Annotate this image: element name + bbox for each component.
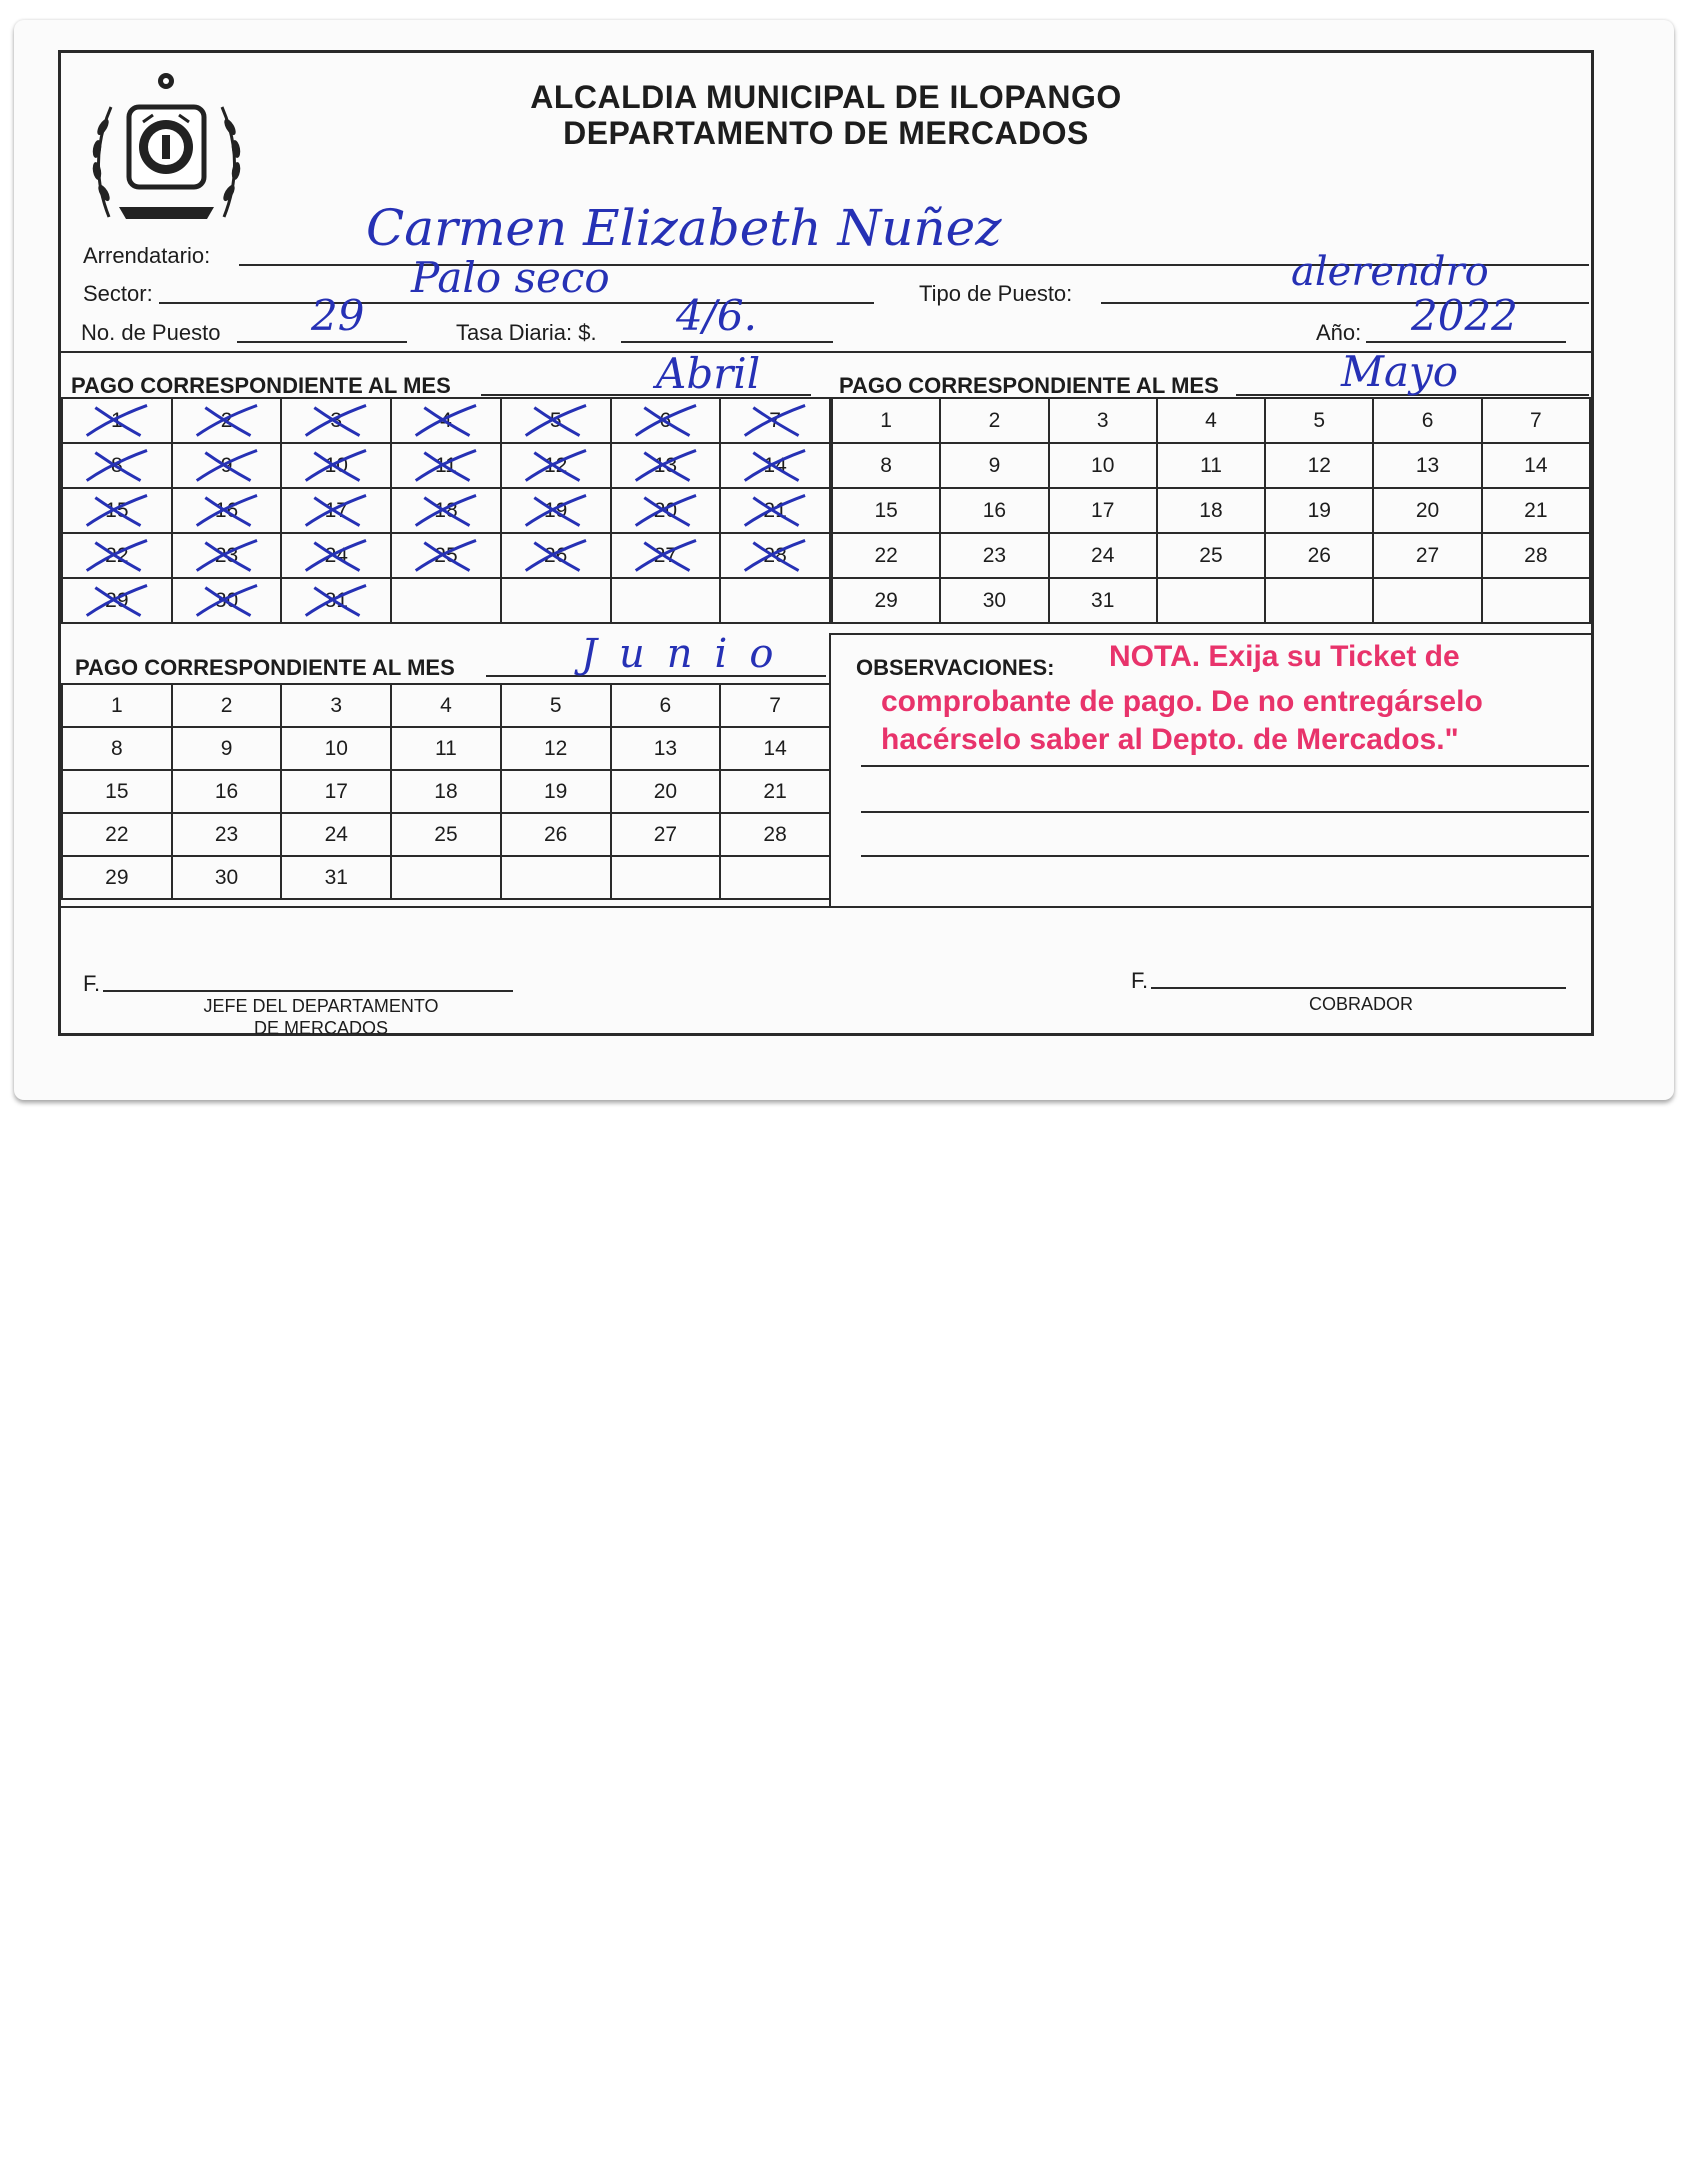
month1-day-11[interactable]: 11 [391,443,501,488]
paid-check-mark-icon [63,444,171,487]
arrendatario-label: Arrendatario: [83,243,211,268]
month3-day-31[interactable]: 31 [281,856,391,899]
obs-line-3 [861,855,1589,857]
paid-check-mark-icon [282,579,390,622]
month1-day-8[interactable]: 8 [62,443,172,488]
month3-day-20[interactable]: 20 [611,770,721,813]
month1-day-20[interactable]: 20 [611,488,721,533]
paid-check-mark-icon [173,579,281,622]
month3-day-8[interactable]: 8 [62,727,172,770]
month2-day-18[interactable]: 18 [1157,488,1265,533]
month2-empty-cell [1265,578,1373,623]
paid-check-mark-icon [721,489,829,532]
month3-day-14[interactable]: 14 [720,727,830,770]
puesto-label: No. de Puesto [81,320,221,345]
month1-label: PAGO CORRESPONDIENTE AL MES [71,373,451,398]
month1-day-7[interactable]: 7 [720,398,830,443]
month2-day-6[interactable]: 6 [1373,398,1481,443]
month2-day-15[interactable]: 15 [832,488,940,533]
month3-empty-cell [720,856,830,899]
month3-day-21[interactable]: 21 [720,770,830,813]
month3-day-6[interactable]: 6 [611,684,721,727]
month3-day-29[interactable]: 29 [62,856,172,899]
month3-day-17[interactable]: 17 [281,770,391,813]
month1-day-10[interactable]: 10 [281,443,391,488]
month1-day-29[interactable]: 29 [62,578,172,623]
month3-name[interactable]: Junio [581,631,796,677]
month3-row [62,856,830,899]
month3-row [62,813,830,856]
title-line-1: ALCALDIA MUNICIPAL DE ILOPANGO [530,79,1122,115]
month1-day-6[interactable]: 6 [611,398,721,443]
footer-rule [61,906,1591,908]
month3-empty-cell [611,856,721,899]
obs-divider [829,633,831,908]
anio-value[interactable]: 2022 [1411,291,1518,340]
month1-row [62,443,830,488]
month3-empty-cell [501,856,611,899]
month3-day-26[interactable]: 26 [501,813,611,856]
month1-day-2[interactable]: 2 [172,398,282,443]
month3-day-10[interactable]: 10 [281,727,391,770]
tipo-puesto-label: Tipo de Puesto: [919,281,1073,306]
month3-day-25[interactable]: 25 [391,813,501,856]
month3-row [62,684,830,727]
month1-day-17[interactable]: 17 [281,488,391,533]
month3-day-4[interactable]: 4 [391,684,501,727]
paid-check-mark-icon [282,534,390,577]
month2-day-14[interactable]: 14 [1482,443,1590,488]
obs-line-1 [861,765,1589,767]
paid-check-mark-icon [612,489,720,532]
month2-day-27[interactable]: 27 [1373,533,1481,578]
month1-day-15[interactable]: 15 [62,488,172,533]
month3-label: PAGO CORRESPONDIENTE AL MES [75,655,455,680]
firma-jefe-label: F. [83,971,101,996]
nota-line-3: hacérselo saber al Depto. de Mercados." [881,723,1459,756]
month2-day-16[interactable]: 16 [940,488,1048,533]
sector-label: Sector: [83,281,153,306]
month2-day-20[interactable]: 20 [1373,488,1481,533]
paid-check-mark-icon [392,489,500,532]
month1-day-24[interactable]: 24 [281,533,391,578]
month1-day-14[interactable]: 14 [720,443,830,488]
month3-empty-cell [391,856,501,899]
month2-day-12[interactable]: 12 [1265,443,1373,488]
form-frame [58,50,1594,1036]
month2-row [832,488,1590,533]
paid-check-mark-icon [282,399,390,442]
tasa-line [621,341,833,343]
sector-line [159,302,874,304]
month3-day-28[interactable]: 28 [720,813,830,856]
nota-line-2: comprobante de pago. De no entregárselo [881,685,1483,718]
month2-day-10[interactable]: 10 [1049,443,1157,488]
month2-day-grid [831,397,1591,624]
month2-row [832,578,1590,623]
jefe-caption [141,995,501,1039]
month2-day-29[interactable]: 29 [832,578,940,623]
month2-day-4[interactable]: 4 [1157,398,1265,443]
month2-day-25[interactable]: 25 [1157,533,1265,578]
sector-value[interactable]: Palo seco [411,253,610,302]
month2-day-24[interactable]: 24 [1049,533,1157,578]
firma-cobrador-label: F. [1131,968,1149,993]
month3-day-24[interactable]: 24 [281,813,391,856]
paid-check-mark-icon [721,444,829,487]
anio-line [1366,341,1566,343]
jefe-caption-line-1: JEFE DEL DEPARTAMENTO [203,996,439,1016]
month1-day-22[interactable]: 22 [62,533,172,578]
title-line-2: DEPARTAMENTO DE MERCADOS [563,115,1089,151]
month1-day-grid [61,397,831,624]
observaciones-label: OBSERVACIONES: [856,655,1055,680]
month2-day-2[interactable]: 2 [940,398,1048,443]
month3-day-13[interactable]: 13 [611,727,721,770]
tasa-value[interactable]: 4/6. [676,291,757,340]
paid-check-mark-icon [392,444,500,487]
paid-check-mark-icon [63,399,171,442]
firma-jefe-line[interactable] [103,990,513,992]
puesto-value[interactable]: 29 [311,291,365,340]
month3-day-11[interactable]: 11 [391,727,501,770]
month1-row [62,398,830,443]
jefe-caption-line-2: DE MERCADOS [253,1018,388,1038]
tipo-puesto-value[interactable]: alerendro [1291,249,1489,295]
month3-day-12[interactable]: 12 [501,727,611,770]
paid-check-mark-icon [173,489,281,532]
month3-day-9[interactable]: 9 [172,727,282,770]
month1-day-27[interactable]: 27 [611,533,721,578]
month1-row [62,533,830,578]
month3-day-grid [61,683,831,900]
month3-day-1[interactable]: 1 [62,684,172,727]
month1-day-9[interactable]: 9 [172,443,282,488]
paid-check-mark-icon [173,399,281,442]
paid-check-mark-icon [502,399,610,442]
month2-empty-cell [1482,578,1590,623]
month1-day-28[interactable]: 28 [720,533,830,578]
month2-day-19[interactable]: 19 [1265,488,1373,533]
paid-check-mark-icon [173,444,281,487]
month2-day-7[interactable]: 7 [1482,398,1590,443]
month1-day-31[interactable]: 31 [281,578,391,623]
paid-check-mark-icon [173,534,281,577]
month1-empty-cell [611,578,721,623]
month2-empty-cell [1373,578,1481,623]
cobrador-caption: COBRADOR [1308,994,1413,1014]
month1-day-30[interactable]: 30 [172,578,282,623]
month2-day-13[interactable]: 13 [1373,443,1481,488]
month1-day-4[interactable]: 4 [391,398,501,443]
paid-check-mark-icon [721,399,829,442]
month3-day-22[interactable]: 22 [62,813,172,856]
month3-day-3[interactable]: 3 [281,684,391,727]
arrendatario-value[interactable]: Carmen Elizabeth Nuñez [366,199,1002,257]
month2-day-5[interactable]: 5 [1265,398,1373,443]
month1-line [481,394,811,396]
month1-day-26[interactable]: 26 [501,533,611,578]
month2-row [832,398,1590,443]
month2-day-21[interactable]: 21 [1482,488,1590,533]
nota-line-1: NOTA. Exija su Ticket de [1109,640,1460,673]
puesto-line [237,341,407,343]
month3-day-18[interactable]: 18 [391,770,501,813]
month1-day-3[interactable]: 3 [281,398,391,443]
month2-day-1[interactable]: 1 [832,398,940,443]
obs-line-2 [861,811,1589,813]
month3-day-27[interactable]: 27 [611,813,721,856]
month2-day-23[interactable]: 23 [940,533,1048,578]
month1-day-21[interactable]: 21 [720,488,830,533]
month2-day-31[interactable]: 31 [1049,578,1157,623]
tasa-label: Tasa Diaria: $. [456,320,597,345]
paid-check-mark-icon [502,489,610,532]
month1-day-16[interactable]: 16 [172,488,282,533]
month2-day-9[interactable]: 9 [940,443,1048,488]
month1-day-18[interactable]: 18 [391,488,501,533]
month1-day-5[interactable]: 5 [501,398,611,443]
paid-check-mark-icon [721,534,829,577]
month1-empty-cell [501,578,611,623]
month3-day-7[interactable]: 7 [720,684,830,727]
month3-day-16[interactable]: 16 [172,770,282,813]
paid-check-mark-icon [282,489,390,532]
paid-check-mark-icon [282,444,390,487]
month1-name[interactable]: Abril [656,349,761,398]
paid-check-mark-icon [612,399,720,442]
month1-row [62,488,830,533]
month2-day-22[interactable]: 22 [832,533,940,578]
month3-day-19[interactable]: 19 [501,770,611,813]
month1-day-23[interactable]: 23 [172,533,282,578]
month3-day-30[interactable]: 30 [172,856,282,899]
month1-empty-cell [391,578,501,623]
month3-day-15[interactable]: 15 [62,770,172,813]
month1-day-25[interactable]: 25 [391,533,501,578]
month2-label: PAGO CORRESPONDIENTE AL MES [839,373,1219,398]
firma-cobrador-line[interactable] [1151,987,1566,989]
paid-check-mark-icon [63,534,171,577]
paid-check-mark-icon [63,579,171,622]
anio-label: Año: [1316,320,1362,345]
paid-check-mark-icon [612,444,720,487]
paid-check-mark-icon [502,444,610,487]
month2-day-30[interactable]: 30 [940,578,1048,623]
month3-day-5[interactable]: 5 [501,684,611,727]
month1-day-1[interactable]: 1 [62,398,172,443]
month1-day-12[interactable]: 12 [501,443,611,488]
paid-check-mark-icon [392,534,500,577]
month2-day-11[interactable]: 11 [1157,443,1265,488]
paid-check-mark-icon [392,399,500,442]
month1-day-13[interactable]: 13 [611,443,721,488]
paid-check-mark-icon [502,534,610,577]
month2-empty-cell [1157,578,1265,623]
month2-day-28[interactable]: 28 [1482,533,1590,578]
month2-day-3[interactable]: 3 [1049,398,1157,443]
month1-row [62,578,830,623]
month3-row [62,727,830,770]
month3-day-23[interactable]: 23 [172,813,282,856]
month1-day-19[interactable]: 19 [501,488,611,533]
month2-day-17[interactable]: 17 [1049,488,1157,533]
month2-name[interactable]: Mayo [1341,347,1459,396]
month2-row [832,443,1590,488]
month2-day-26[interactable]: 26 [1265,533,1373,578]
month2-day-8[interactable]: 8 [832,443,940,488]
month1-empty-cell [720,578,830,623]
month3-day-2[interactable]: 2 [172,684,282,727]
month3-row [62,770,830,813]
obs-top-rule [831,633,1591,635]
paid-check-mark-icon [63,489,171,532]
month2-row [832,533,1590,578]
paid-check-mark-icon [612,534,720,577]
